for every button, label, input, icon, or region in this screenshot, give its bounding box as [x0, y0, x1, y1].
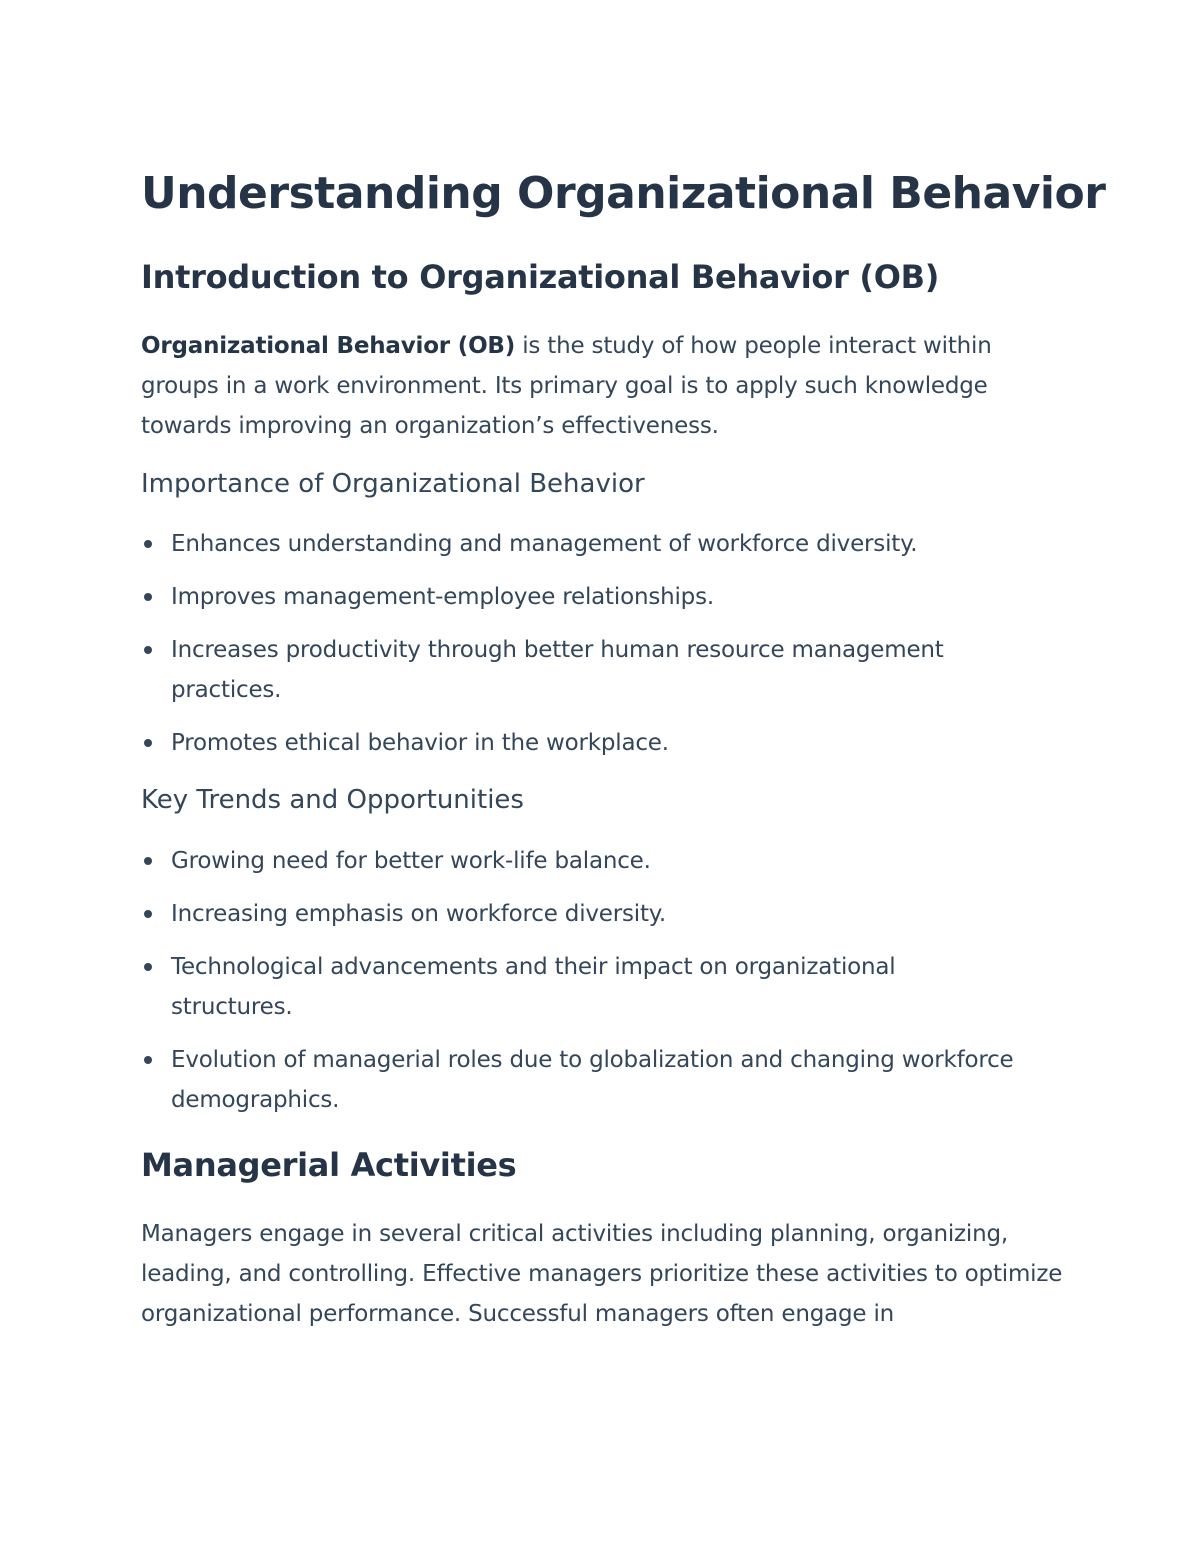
intro-heading: Introduction to Organizational Behavior (OB) [141, 258, 940, 296]
importance-heading: Importance of Organizational Behavior [141, 469, 645, 499]
list-item [141, 723, 1021, 763]
bullet-icon [144, 857, 152, 865]
list-item [141, 1040, 1021, 1120]
list-item-text: Enhances understanding and management of workforce diversity. [171, 531, 918, 557]
page-title: Understanding Organizational Behavior [141, 168, 1106, 219]
trends-list [141, 841, 1021, 1133]
managerial-heading: Managerial Activities [141, 1146, 517, 1184]
list-item [141, 894, 1021, 934]
bullet-icon [144, 593, 152, 601]
bullet-icon [144, 1056, 152, 1064]
list-item-text: Improves management-employee relationships. [171, 584, 714, 610]
list-item [141, 947, 1021, 1027]
bullet-icon [144, 963, 152, 971]
bullet-icon [144, 540, 152, 548]
list-item [141, 630, 1021, 710]
intro-term: Organizational Behavior (OB) [141, 333, 516, 359]
managerial-paragraph: Managers engage in several critical activities including planning, organizing, leading, and controlling. Effective managers prioritize these activities to optimize organizational performance. Successful managers often engage in [141, 1221, 1063, 1327]
list-item-text: Promotes ethical behavior in the workplace. [171, 730, 669, 756]
intro-definition: is the study of how people interact within groups in a work environment. Its primary goal is to apply such knowledge towards improving an organization’s effectiveness. [141, 333, 992, 439]
list-item [141, 841, 1021, 881]
list-item-text: Increases productivity through better human resource management practices. [171, 637, 944, 703]
bullet-icon [144, 910, 152, 918]
bullet-icon [144, 739, 152, 747]
list-item-text: Technological advancements and their impact on organizational structures. [171, 954, 896, 1020]
list-item-text: Increasing emphasis on workforce diversity. [171, 901, 667, 927]
list-item [141, 577, 1021, 617]
intro-paragraph [141, 326, 1071, 446]
importance-list [141, 524, 1021, 776]
trends-heading: Key Trends and Opportunities [141, 785, 524, 815]
list-item [141, 524, 1021, 564]
bullet-icon [144, 646, 152, 654]
list-item-text: Growing need for better work-life balance. [171, 848, 651, 874]
list-item-text: Evolution of managerial roles due to globalization and changing workforce demographics. [171, 1047, 1014, 1113]
